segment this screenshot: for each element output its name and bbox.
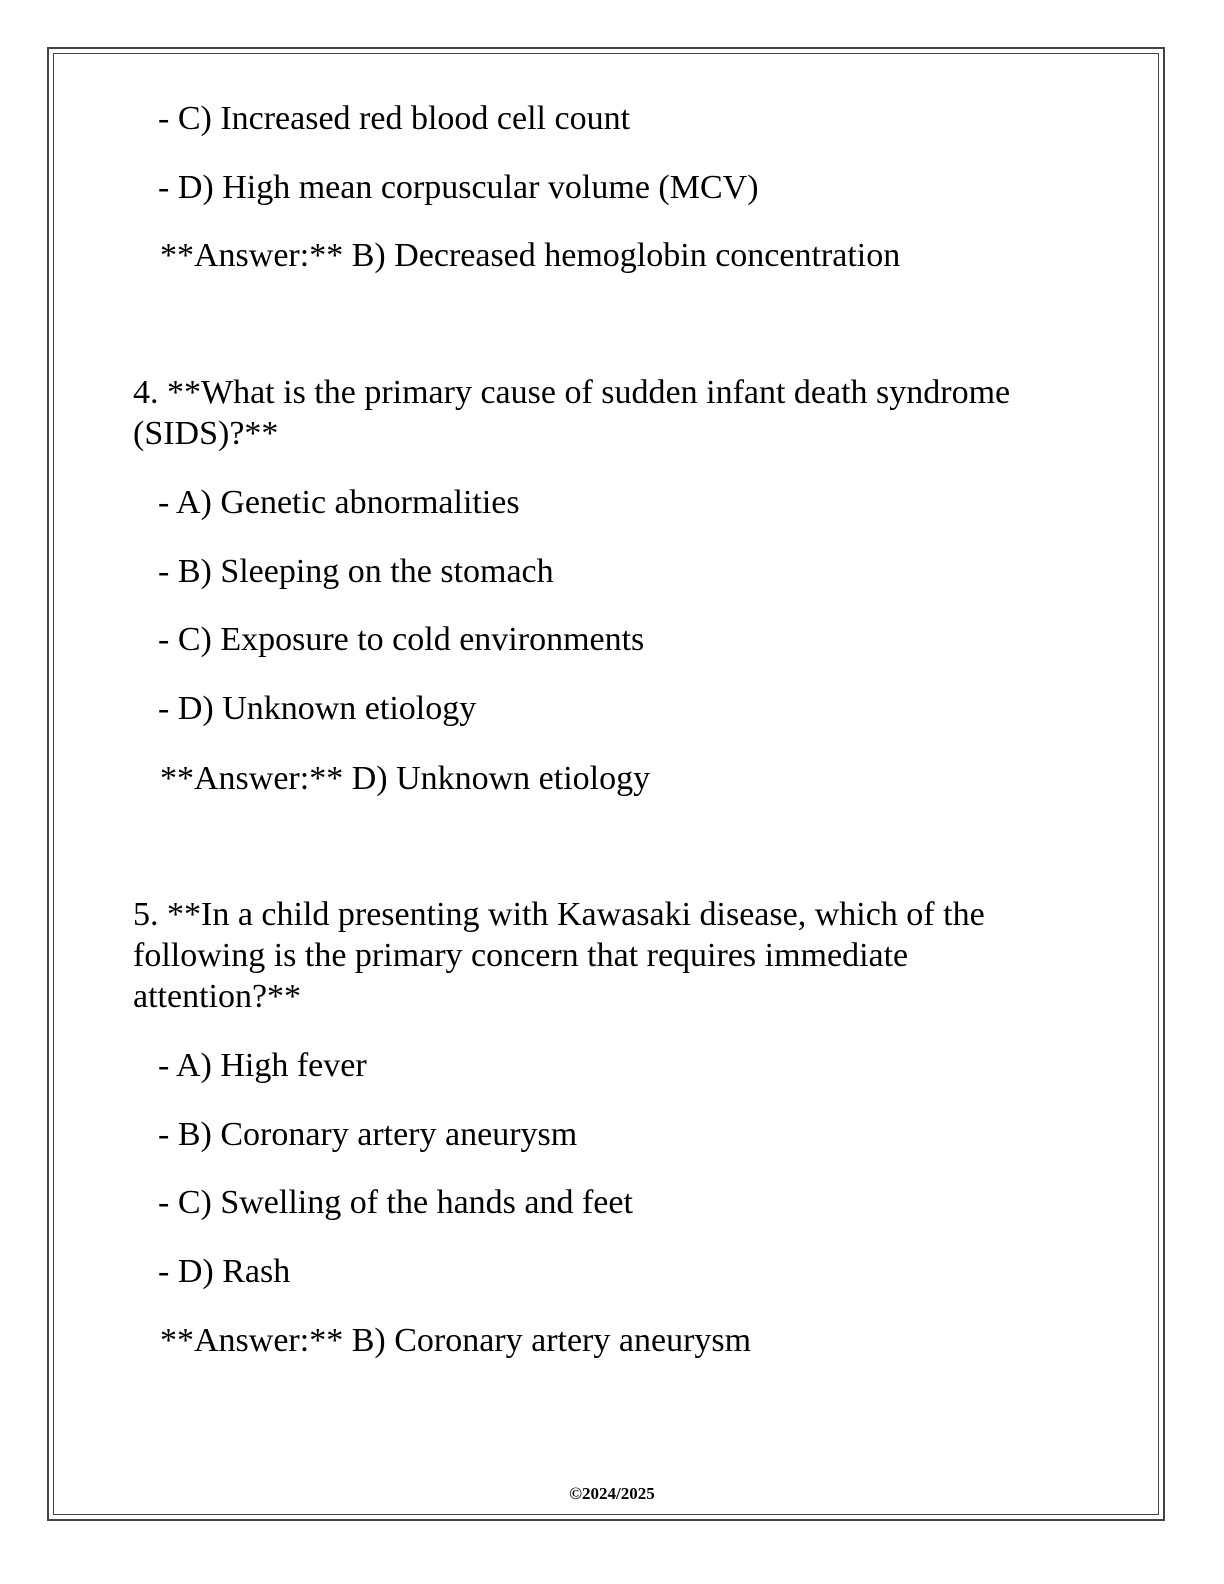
q4-option-d: - D) Unknown etiology	[158, 690, 477, 727]
q5-option-d: - D) Rash	[158, 1253, 291, 1290]
q4-option-b: - B) Sleeping on the stomach	[158, 553, 554, 590]
q5-question-line-3: attention?**	[133, 978, 302, 1015]
q4-option-c: - C) Exposure to cold environments	[158, 621, 645, 658]
q3-answer: **Answer:** B) Decreased hemoglobin concentration	[160, 237, 901, 274]
q4-question-line-2: (SIDS)?**	[133, 415, 279, 452]
q4-question-line-1: 4. **What is the primary cause of sudden infant death syndrome	[133, 374, 1011, 411]
q3-option-d: - D) High mean corpuscular volume (MCV)	[158, 169, 759, 206]
q5-answer: **Answer:** B) Coronary artery aneurysm	[160, 1322, 752, 1359]
q4-answer: **Answer:** D) Unknown etiology	[160, 760, 651, 797]
q5-option-c: - C) Swelling of the hands and feet	[158, 1184, 633, 1221]
q5-option-a: - A) High fever	[158, 1047, 367, 1084]
copyright-footer: ©2024/2025	[569, 1484, 655, 1503]
q5-option-b: - B) Coronary artery aneurysm	[158, 1116, 578, 1153]
q5-question-line-2: following is the primary concern that requires immediate	[133, 937, 909, 974]
q4-option-a: - A) Genetic abnormalities	[158, 484, 520, 521]
q5-question-line-1: 5. **In a child presenting with Kawasaki disease, which of the	[133, 896, 985, 933]
q3-option-c: - C) Increased red blood cell count	[158, 100, 631, 137]
